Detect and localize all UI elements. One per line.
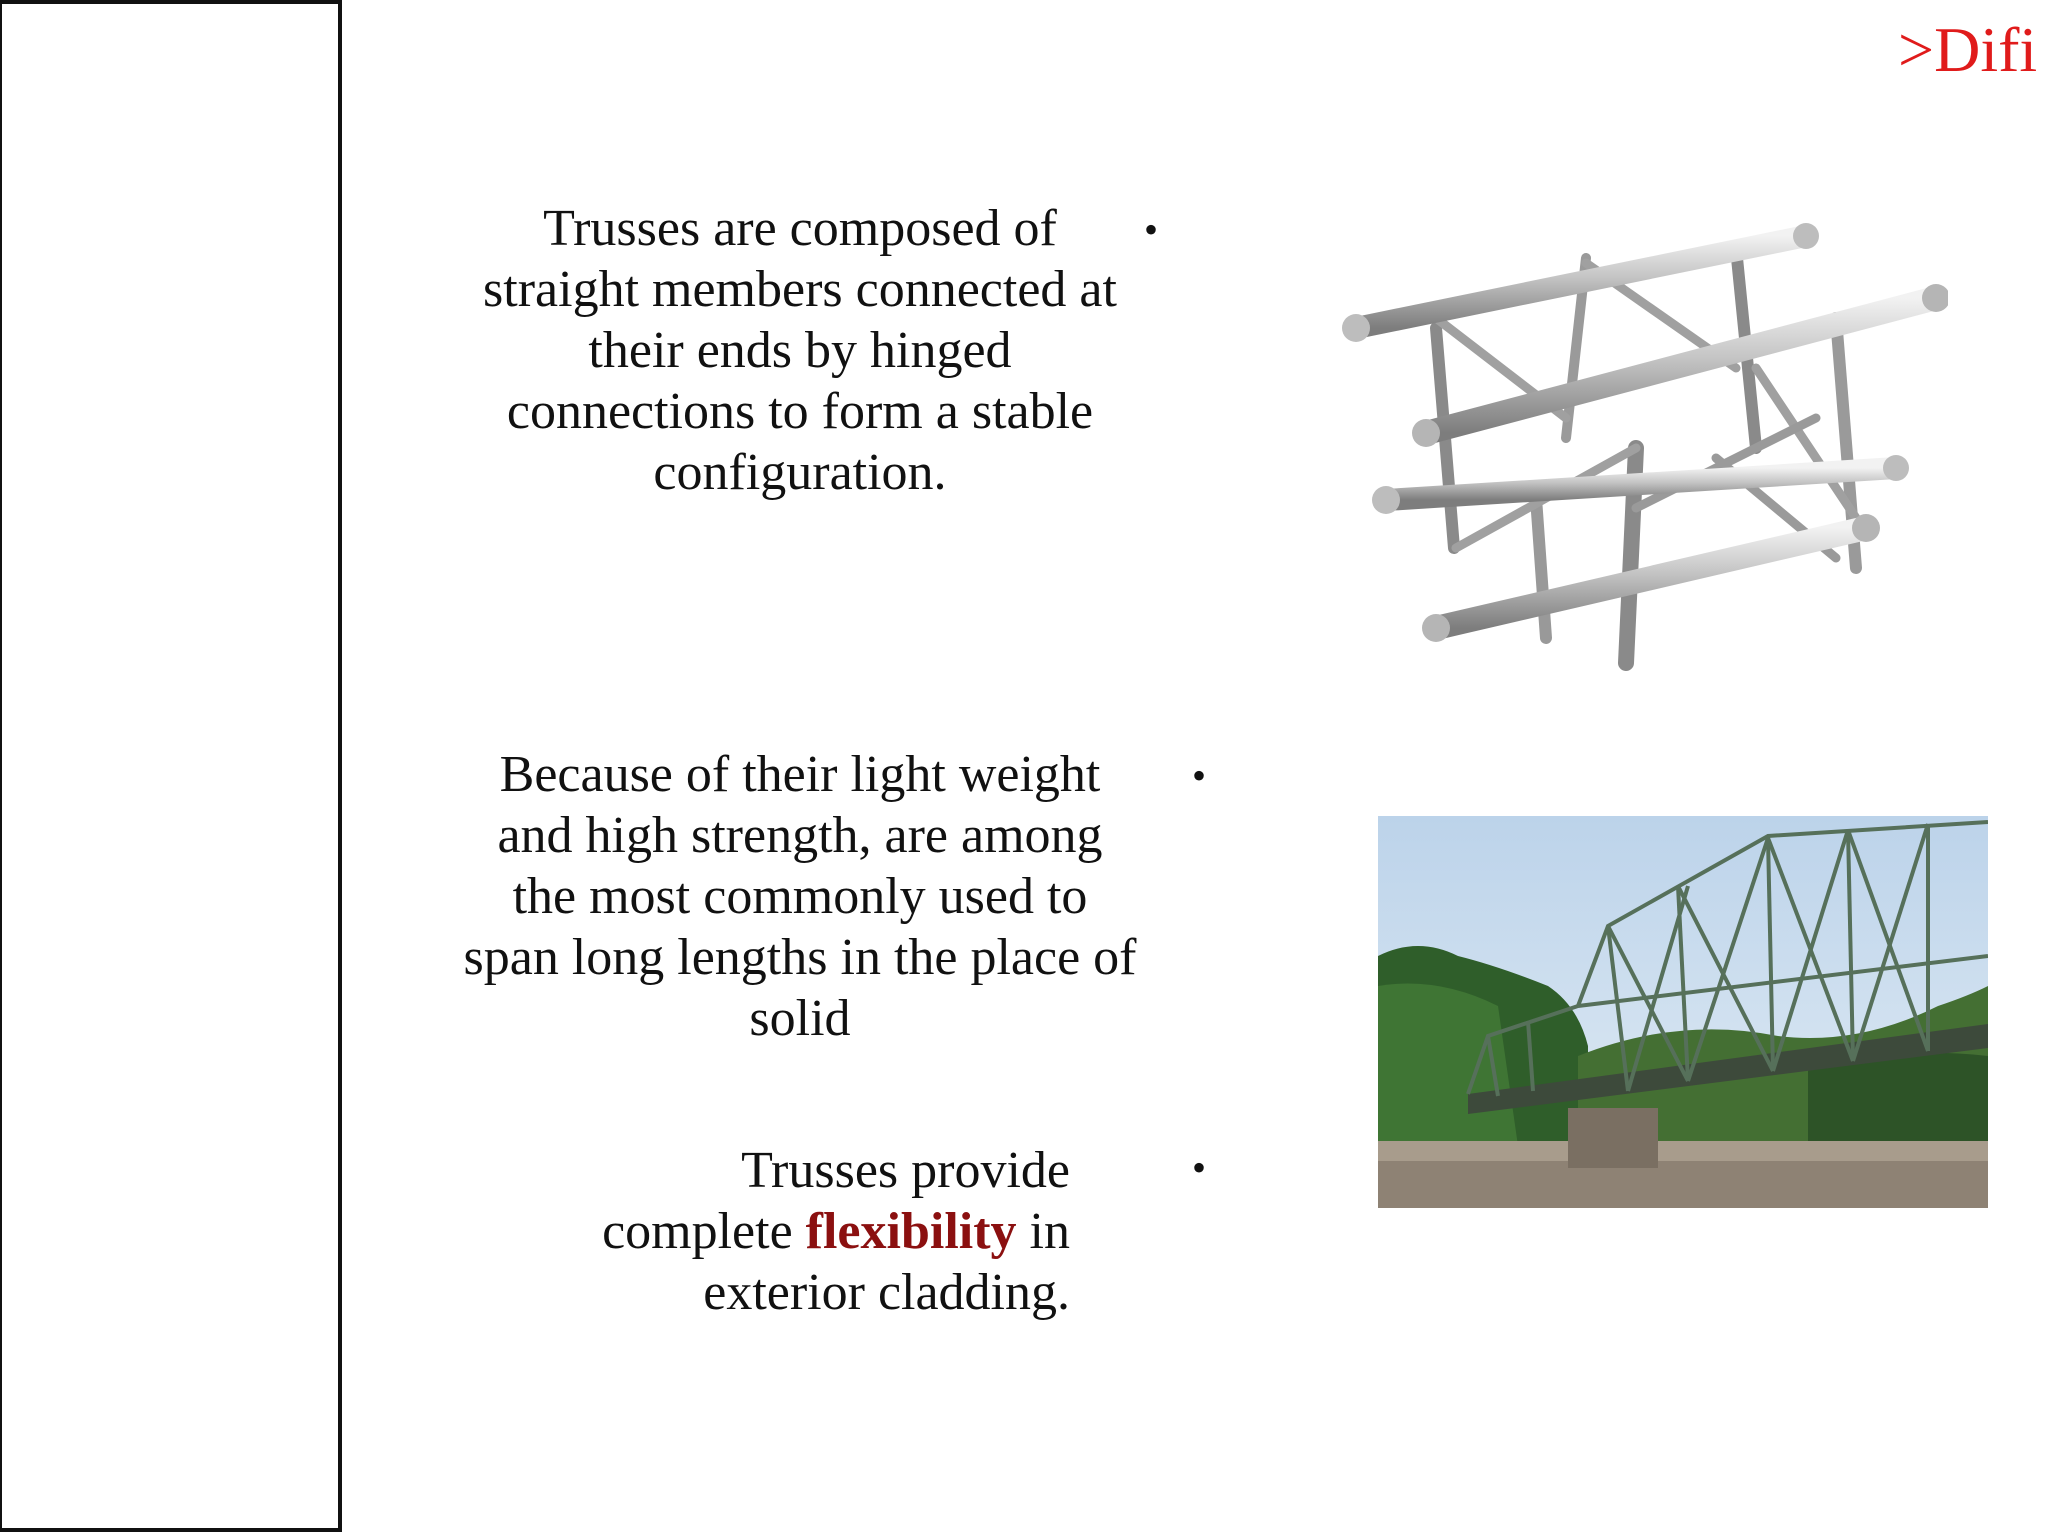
- bridge-image: [1378, 816, 1988, 1208]
- bullet-text-1: Trusses are composed of straight members connected at their ends by hinged connections to form a stable configuration.: [483, 200, 1117, 501]
- bullet-text-2: Because of their light weight and high strength, are among the most commonly used to span long lengths in the place of solid: [463, 746, 1137, 1047]
- bullet-text-3: [550, 1140, 1070, 1323]
- left-panel: [0, 0, 342, 1532]
- bullet-dot-1: •: [1144, 207, 1159, 252]
- truss-image: [1336, 218, 1948, 688]
- bullet-3-suffix: in exterior cladding.: [703, 1203, 1070, 1321]
- bullet-dot-2: •: [1192, 753, 1207, 798]
- bullet-dot-3: •: [1192, 1145, 1207, 1190]
- bullet-3-emphasis: flexibility: [805, 1203, 1017, 1260]
- bullet-3-prefix: Trusses provide complete: [602, 1142, 1070, 1260]
- slide-title: >Difi: [1898, 14, 2038, 85]
